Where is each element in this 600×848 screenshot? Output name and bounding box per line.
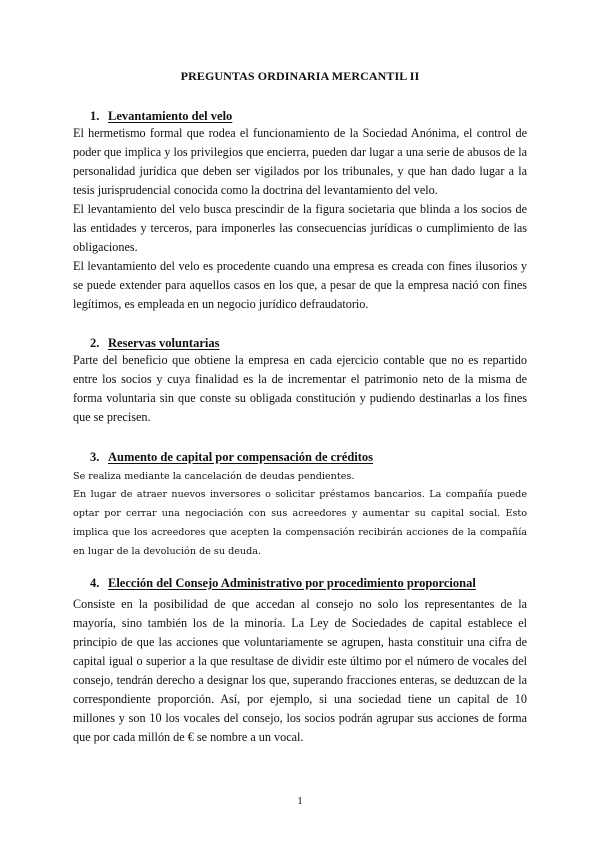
page-title: PREGUNTAS ORDINARIA MERCANTIL II: [180, 69, 420, 83]
paragraph: En lugar de atraer nuevos inversores o solicitar préstamos bancarios. La compañía puede optar por cerrar una negociación con sus acreedores y aumentar su capital social. Esto implica que los acreedores que acepten la compensación recibirán acciones de la compañía en lugar de la devolución de su deuda.: [73, 489, 527, 557]
paragraph: El hermetismo formal que rodea el funcionamiento de la Sociedad Anónima, el control de poder que implica y los privilegios que encierra, pueden dar lugar a una serie de abusos de la personalidad jurídica que deben ser vigilados por los tribunales, y que han dado lugar a la tesis jurisprudencial conocida como la doctrina del levantamiento del velo.: [73, 126, 527, 197]
section-title: Levantamiento del velo: [108, 109, 233, 123]
paragraph: Se realiza mediante la cancelación de deudas pendientes.: [73, 471, 355, 482]
section-number: 4.: [90, 576, 100, 590]
paragraph: Parte del beneficio que obtiene la empresa en cada ejercicio contable que no es repartido entre los socios y cuya finalidad es la de incrementar el patrimonio neto de la misma de forma voluntaria sin que conste su obligada constitución y pudiendo destinarlas a los fines que se precisen.: [73, 353, 527, 424]
section-heading-2: [90, 336, 219, 351]
section-title: Elección del Consejo Administrativo por procedimiento proporcional: [108, 576, 476, 590]
section-title: Aumento de capital por compensación de créditos: [108, 450, 374, 464]
section-heading-4: [90, 576, 476, 591]
section-title: Reservas voluntarias: [108, 336, 220, 350]
paragraph: Consiste en la posibilidad de que accedan al consejo no solo los representantes de la mayoría, sino también los de la minoría. La Ley de Sociedades de capital establece el principio de que las acciones que voluntariamente se agrupen, hasta constituir una cifra de capital igual o superior a la que resultase de dividir este último por el número de vocales del consejo, tendrán derecho a designar los que, superando fracciones enteras, se deduzcan de la correspondiente proporción. Así, por ejemplo, si una sociedad tiene un capital de 10 millones y son 10 los vocales del consejo, los socios podrán agrupar sus acciones de forma que por cada millón de € se nombre a un vocal.: [73, 597, 527, 744]
section-heading-1: [90, 109, 232, 124]
section-heading-3: [90, 450, 373, 465]
section-number: 1.: [90, 109, 100, 123]
section-number: 3.: [90, 450, 100, 464]
section-number: 2.: [90, 336, 100, 350]
paragraph: El levantamiento del velo es procedente cuando una empresa es creada con fines ilusorios y se puede extender para aquellos casos en los que, a pesar de que la empresa nació con fines legítimos, es empleada en un negocio jurídico defraudatorio.: [73, 259, 527, 311]
page-number: 1: [297, 795, 303, 807]
paragraph: El levantamiento del velo busca prescindir de la figura societaria que blinda a los socios de las entidades y terceros, para imponerles las consecuencias jurídicas o cumplimiento de las obligaciones.: [73, 202, 527, 254]
